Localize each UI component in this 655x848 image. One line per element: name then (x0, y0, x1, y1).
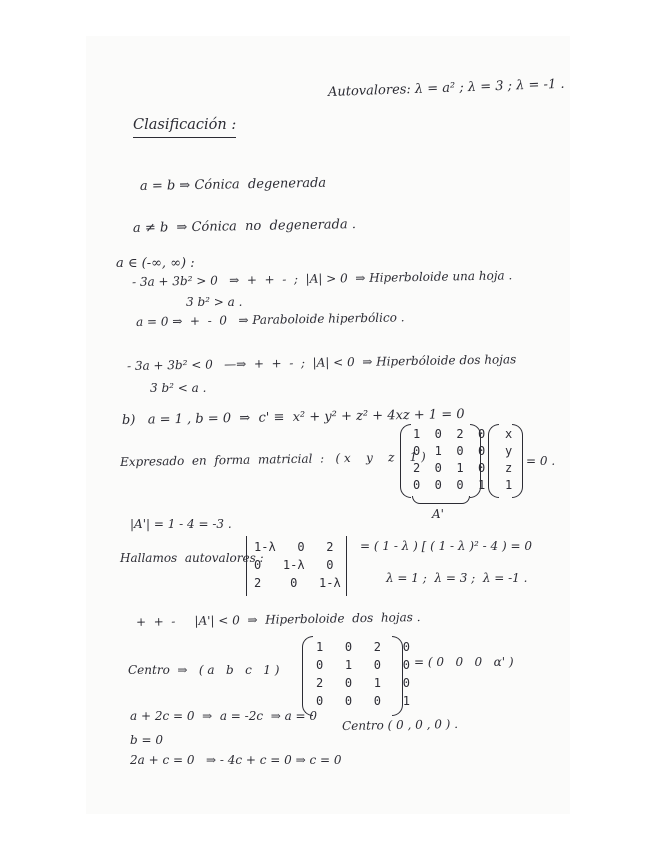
hyperboloid-two-sheets-cond: 3 b² < a . (150, 381, 207, 395)
det-right-bar (346, 536, 347, 596)
vector-right-paren (512, 424, 523, 498)
matrix-a-row-3: 2 0 1 0 (413, 461, 486, 475)
matrix-a-label: A' (432, 507, 444, 521)
det-row-2: 0 1-λ 0 (254, 558, 334, 572)
matrix-c-row-2: 0 1 0 0 (316, 658, 410, 672)
matrix-a-left-paren (400, 424, 411, 498)
hyperboloid-two-sheets: - 3a + 3b² < 0 —⇒ + + - ; |A| < 0 ⇒ Hiperbóloide dos hojas (126, 352, 517, 373)
det-row-3: 2 0 1-λ (254, 576, 341, 590)
det-left-bar (246, 536, 247, 596)
centro-label: Centro ⇒ ( a b c 1 ) (128, 663, 280, 677)
vector-x: x (505, 427, 513, 441)
matrix-c-right-paren (392, 636, 403, 716)
det-row-1: 1-λ 0 2 (254, 540, 334, 554)
case-degenerate: a = b ⇒ Cónica degenerada (139, 175, 327, 194)
matrix-a-underbrace (412, 496, 470, 504)
interval-line: a ∈ (-∞, ∞) : (116, 256, 195, 271)
vector-z: z (505, 461, 513, 475)
hyperboloid-one-sheet-cond: 3 b² > a . (186, 295, 243, 309)
vector-y: y (505, 444, 513, 458)
equation-3: 2a + c = 0 ⇒ - 4c + c = 0 ⇒ c = 0 (130, 753, 342, 767)
matrix-c-row-1: 1 0 2 0 (316, 640, 410, 654)
case-non-degenerate: a ≠ b ⇒ Cónica no degenerada . (132, 217, 357, 236)
vector-one: 1 (505, 478, 513, 492)
char-polynomial: = ( 1 - λ ) [ ( 1 - λ )² - 4 ) = 0 (360, 539, 532, 553)
vector-left-paren (488, 424, 499, 498)
autovalores-header: Autovalores: λ = a² ; λ = 3 ; λ = -1 . (327, 76, 565, 100)
matrix-a-right-paren (470, 424, 481, 498)
matrix-a-row-1: 1 0 2 0 (413, 427, 486, 441)
matrix-c-row-4: 0 0 0 1 (316, 694, 410, 708)
equation-1: a + 2c = 0 ⇒ a = -2c ⇒ a = 0 (130, 709, 318, 723)
matricial-label: Expresado en forma matricial : ( x y z 1 ) (119, 449, 426, 469)
centro-result: Centro ( 0 , 0 , 0 ) . (341, 716, 459, 733)
hyperbolic-paraboloid: a = 0 ⇒ + - 0 ⇒ Paraboloide hiperbólico . (135, 310, 405, 329)
eigen-result: λ = 1 ; λ = 3 ; λ = -1 . (386, 571, 528, 585)
hallamos-label: Hallamos autovalores : (120, 551, 264, 565)
equals-zero: = 0 . (526, 454, 556, 468)
centro-rhs: = ( 0 0 0 α' ) (414, 655, 514, 669)
heading: Clasificación : (133, 118, 236, 138)
equation-2: b = 0 (130, 733, 163, 747)
matrix-a-row-2: 0 1 0 0 (413, 444, 486, 458)
matrix-c-left-paren (302, 636, 313, 716)
part-b-line: b) a = 1 , b = 0 ⇒ c' ≡ x² + y² + z² + 4xz + 1 = 0 (121, 407, 465, 428)
matrix-a-row-4: 0 0 0 1 (413, 478, 486, 492)
matrix-c-row-3: 2 0 1 0 (316, 676, 410, 690)
signature-line: + + - |A'| < 0 ⇒ Hiperboloide dos hojas . (135, 610, 421, 629)
det-a-prime: |A'| = 1 - 4 = -3 . (130, 517, 232, 531)
hyperboloid-one-sheet: - 3a + 3b² > 0 ⇒ + + - ; |A| > 0 ⇒ Hiperboloide una hoja . (131, 268, 513, 289)
